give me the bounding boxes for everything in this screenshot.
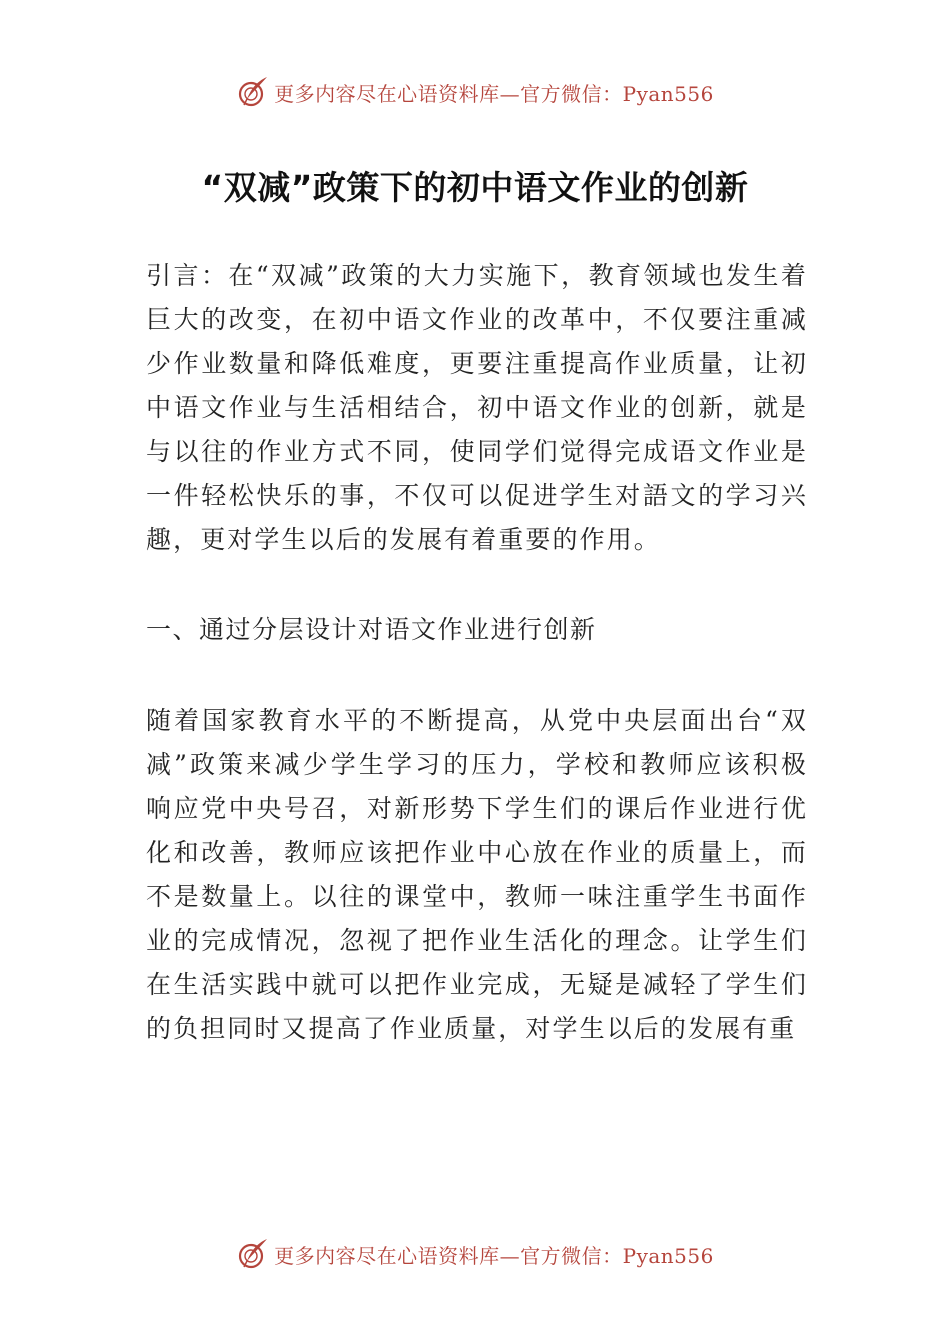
- quill-logo-icon: [236, 1237, 270, 1271]
- intro-paragraph: 引言：在“双减”政策的大力实施下，教育领域也发生着巨大的改变，在初中语文作业的改革中，不仅要注重减少作业数量和降低难度，更要注重提高作业质量，让初中语文作业与生活相结合，初中语文作业的创新，就是与以往的作业方式不同，使同学们觉得完成语文作业是一件轻松快乐的事，不仅可以促进学生对語文的学习兴趣，更对学生以后的发展有着重要的作用。: [146, 261, 808, 554]
- section-heading: 一、通过分层设计对语文作业进行创新: [146, 615, 597, 644]
- quill-logo-icon: [236, 75, 270, 109]
- banner-text: 更多内容尽在心语资料库—官方微信：Pyan556: [274, 1243, 714, 1268]
- document-title: “双减”政策下的初中语文作业的创新: [201, 168, 749, 207]
- body-paragraph: 随着国家教育水平的不断提高，从党中央层面出台“双减”政策来减少学生学习的压力，学校和教师应该积极响应党中央号召，对新形势下学生们的课后作业进行优化和改善，教师应该把作业中心放在作业的质量上，而不是数量上。以往的课堂中，教师一味注重学生书面作业的完成情况，忽视了把作业生活化的理念。让学生们在生活实践中就可以把作业完成，无疑是减轻了学生们的负担同时又提高了作业质量，对学生以后的发展有重: [146, 706, 808, 1043]
- header-banner: [0, 72, 950, 112]
- footer-banner: [0, 1234, 950, 1274]
- banner-text: 更多内容尽在心语资料库—官方微信：Pyan556: [274, 81, 714, 106]
